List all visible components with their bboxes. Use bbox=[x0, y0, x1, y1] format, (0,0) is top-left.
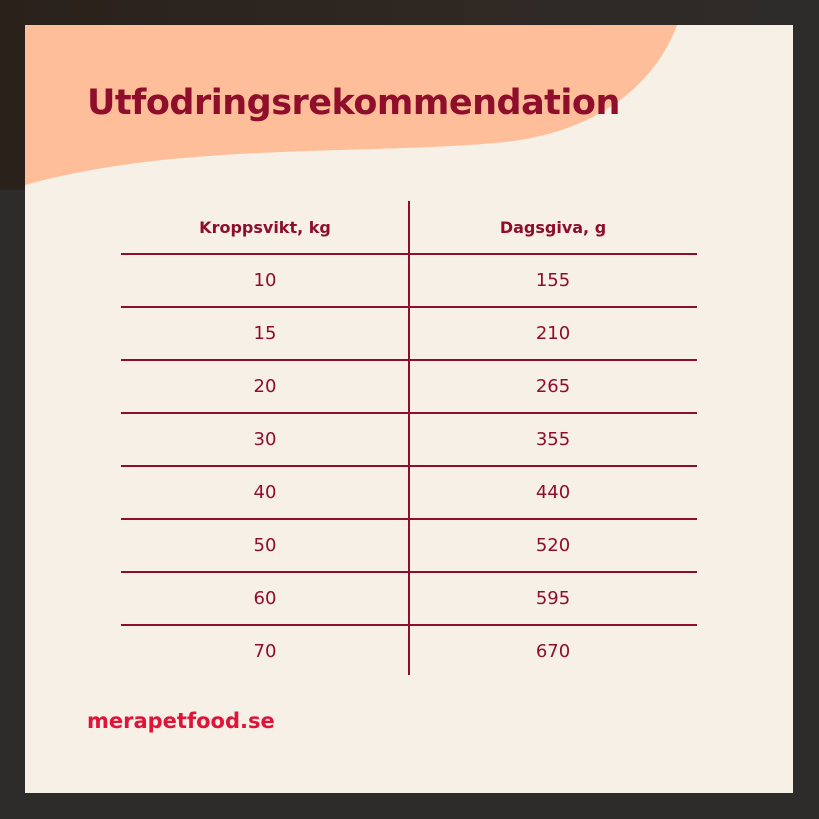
cell-daily-ration: 210 bbox=[535, 323, 571, 344]
cell-daily-ration: 440 bbox=[535, 482, 571, 503]
cell-daily-ration: 265 bbox=[535, 376, 571, 397]
website-label: merapetfood.se bbox=[87, 709, 275, 733]
page-title: Utfodringsrekommendation bbox=[87, 83, 620, 123]
cell-body-weight: 50 bbox=[253, 535, 277, 556]
cell-daily-ration: 355 bbox=[535, 429, 571, 450]
cell-body-weight: 60 bbox=[253, 588, 277, 609]
header-daily-ration: Dagsgiva, g bbox=[499, 217, 607, 237]
cell-body-weight: 20 bbox=[253, 376, 277, 397]
column-divider bbox=[408, 201, 410, 675]
cell-daily-ration: 155 bbox=[535, 270, 571, 291]
cell-body-weight: 10 bbox=[253, 270, 277, 291]
feeding-table bbox=[121, 201, 697, 677]
cell-daily-ration: 595 bbox=[535, 588, 571, 609]
cell-body-weight: 70 bbox=[253, 641, 277, 662]
cell-body-weight: 40 bbox=[253, 482, 277, 503]
cell-body-weight: 15 bbox=[253, 323, 277, 344]
cell-daily-ration: 520 bbox=[535, 535, 571, 556]
header-body-weight: Kroppsvikt, kg bbox=[199, 217, 331, 237]
cell-body-weight: 30 bbox=[253, 429, 277, 450]
feeding-card bbox=[25, 25, 793, 793]
cell-daily-ration: 670 bbox=[535, 641, 571, 662]
